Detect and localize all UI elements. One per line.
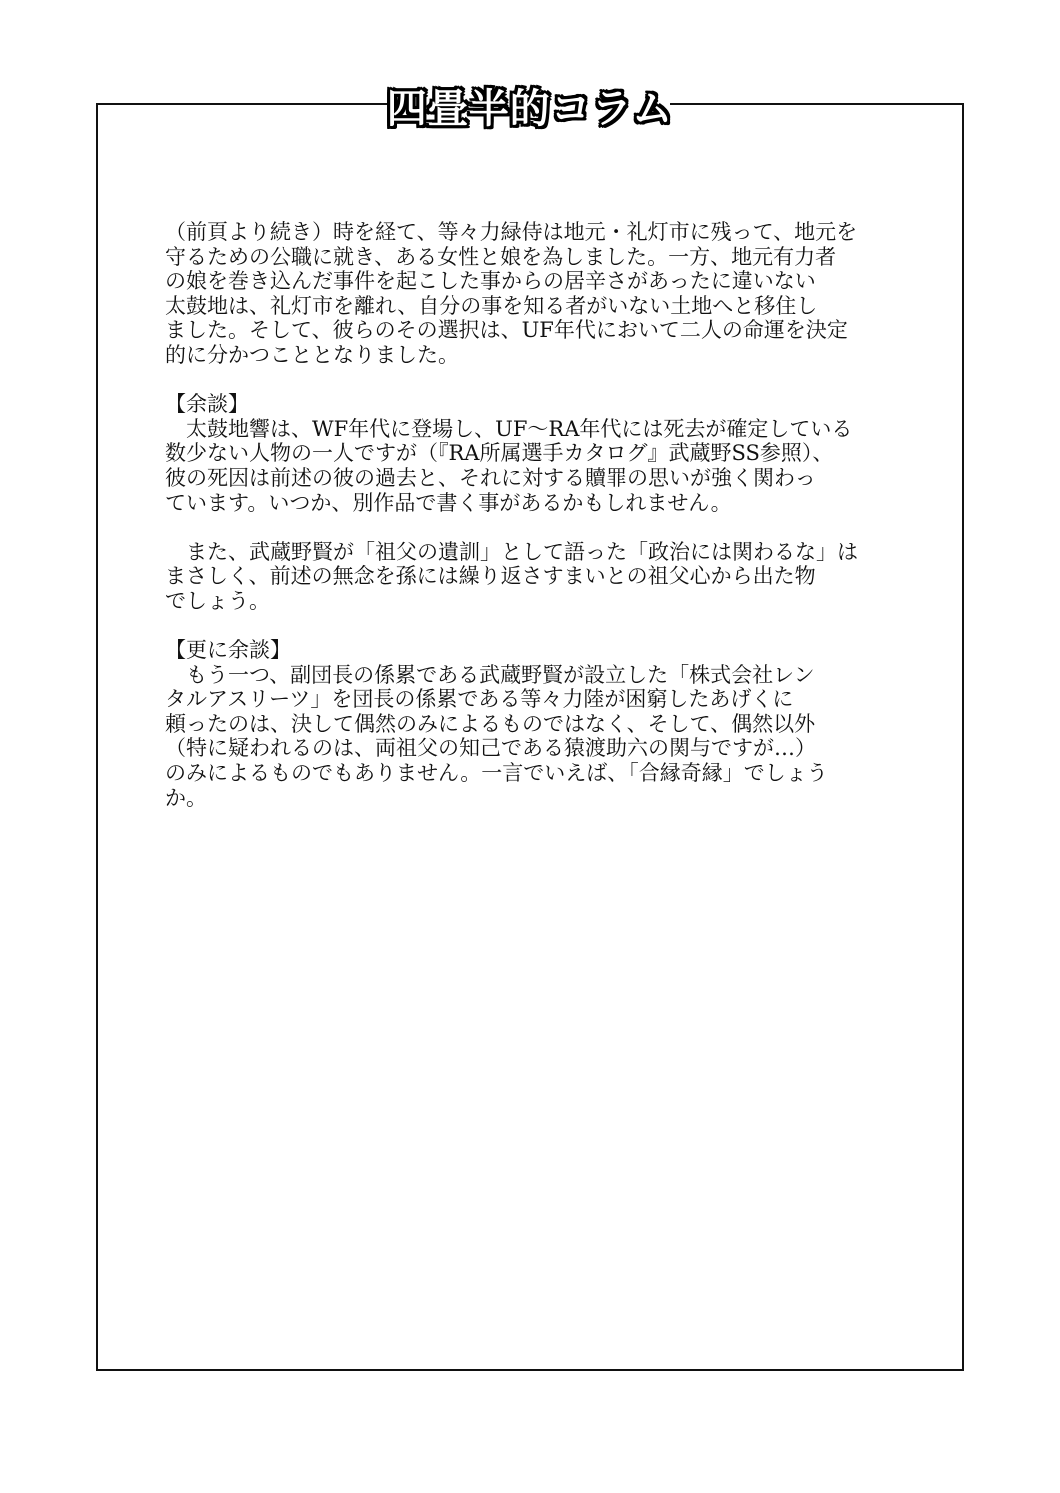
text-line: 数少ない人物の一人ですが（『RA所属選手カタログ』武蔵野SS参照）、: [165, 441, 834, 466]
text-line: （前頁より続き）時を経て、等々力緑侍は地元・礼灯市に残って、地元を: [165, 220, 858, 244]
text-line: 的に分かつこととなりました。: [165, 342, 459, 367]
text-line: もう一つ、副団長の係累である武蔵野賢が設立した「株式会社レン: [165, 662, 815, 687]
text-line: （特に疑われるのは、両祖父の知己である猿渡助六の関与ですが…）: [165, 736, 816, 761]
text-line: また、武蔵野賢が「祖父の遺訓」として語った「政治には関わるな」は: [165, 539, 858, 564]
text-line: タルアスリーツ」を団長の係累である等々力陸が困窮したあげくに: [165, 687, 794, 712]
text-line: 守るための公職に就き、ある女性と娘を為しました。一方、地元有力者: [165, 244, 837, 269]
column-title: 四畳半的コラム: [386, 85, 674, 132]
paragraph-further-aside: [165, 638, 905, 810]
paragraph-grandfather: [165, 540, 905, 614]
text-line: まさしく、前述の無念を孫には繰り返さすまいとの祖父心から出た物: [165, 564, 816, 589]
section-heading: 【余談】: [165, 392, 249, 417]
section-heading: 【更に余談】: [165, 638, 291, 663]
paragraph-aside: [165, 392, 905, 515]
text-line: 太鼓地響は、WF年代に登場し、UF～RA年代には死去が確定している: [165, 416, 853, 441]
text-line: でしょう。: [165, 588, 270, 613]
text-line: 頼ったのは、決して偶然のみによるものではなく、そして、偶然以外: [165, 711, 816, 736]
column-body: [165, 220, 905, 835]
text-line: のみによるものでもありません。一言でいえば、「合縁奇縁」でしょう: [165, 761, 828, 786]
paragraph-history: [165, 220, 905, 368]
text-line: 太鼓地は、礼灯市を離れ、自分の事を知る者がいない土地へと移住し: [165, 293, 818, 318]
text-line: か。: [165, 785, 207, 810]
text-line: ました。そして、彼らのその選択は、UF年代において二人の命運を決定: [165, 318, 848, 343]
column-title-box: [386, 80, 674, 132]
text-line: 彼の死因は前述の彼の過去と、それに対する贖罪の思いが強く関わっ: [165, 465, 816, 490]
text-line: ています。いつか、別作品で書く事があるかもしれません。: [165, 490, 732, 515]
text-line: の娘を巻き込んだ事件を起こした事からの居辛さがあったに違いない: [165, 269, 816, 294]
